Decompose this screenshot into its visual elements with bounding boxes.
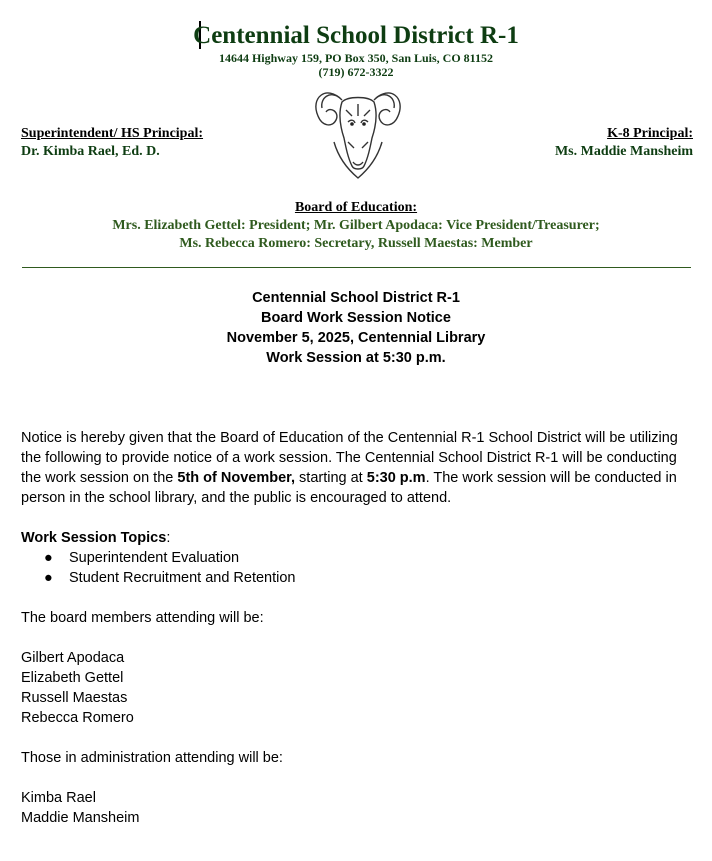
- notice-line-1: Centennial School District R-1: [252, 290, 460, 306]
- notice-heading: [0, 288, 712, 368]
- admin-intro: Those in administration attending will be:: [21, 750, 283, 766]
- ram-mascot-icon: [312, 82, 404, 182]
- board-heading: Board of Education:: [294, 200, 418, 215]
- list-item: [21, 568, 693, 588]
- board-attending-intro: The board members attending will be:: [21, 610, 264, 626]
- superintendent-block: [21, 125, 203, 161]
- paragraph-text-c: starting at: [295, 470, 367, 486]
- paragraph-time: 5:30 p.m: [366, 470, 426, 486]
- board-line-1: Mrs. Elizabeth Gettel: President; Mr. Gilbert Apodaca: Vice President/Treasurer;: [112, 218, 600, 233]
- principal-role: K-8 Principal:: [607, 126, 693, 141]
- topic-text: Student Recruitment and Retention: [69, 570, 296, 586]
- topic-text: Superintendent Evaluation: [69, 550, 240, 566]
- topics-heading: [21, 528, 693, 548]
- district-phone: (719) 672-3322: [318, 65, 394, 79]
- principal-block: [555, 125, 693, 161]
- superintendent-name: Dr. Kimba Rael, Ed. D.: [21, 144, 160, 159]
- topics-label: Work Session Topics: [21, 530, 167, 546]
- ram-mascot-logo: [312, 82, 404, 182]
- board-block: [0, 199, 712, 253]
- board-member: Gilbert Apodaca: [21, 650, 125, 666]
- bullet-icon: ●: [44, 570, 53, 586]
- bullet-icon: ●: [44, 550, 53, 566]
- district-address: 14644 Highway 159, PO Box 350, San Luis, CO 81152: [218, 51, 494, 65]
- divider-line: [22, 267, 691, 268]
- principal-name: Ms. Maddie Mansheim: [554, 144, 693, 159]
- board-member: Elizabeth Gettel: [21, 670, 124, 686]
- paragraph-date: 5th of November,: [177, 470, 296, 486]
- notice-line-4: Work Session at 5:30 p.m.: [266, 350, 446, 366]
- topics-colon: :: [166, 530, 171, 546]
- admin-member: Kimba Rael: [21, 790, 96, 806]
- board-line-2: Ms. Rebecca Romero: Secretary, Russell Maestas: Member: [179, 236, 533, 251]
- notice-body: [21, 428, 693, 828]
- notice-paragraph: [21, 428, 693, 508]
- topics-list: [21, 548, 693, 588]
- list-item: [21, 548, 693, 568]
- paragraph-text-a: Notice is hereby given that the Board of Education of the Centennial R-1 School District will be utilizing the following to provide notice of a work session. The Centennial School District R-1 will be conducting the work session on the: [21, 430, 678, 486]
- admin-member: Maddie Mansheim: [21, 810, 140, 826]
- notice-line-3: November 5, 2025, Centennial Library: [226, 330, 486, 346]
- notice-line-2: Board Work Session Notice: [261, 310, 451, 326]
- board-member: Russell Maestas: [21, 690, 128, 706]
- superintendent-role: Superintendent/ HS Principal:: [21, 126, 204, 141]
- district-title: Centennial School District R-1: [193, 22, 519, 49]
- board-member: Rebecca Romero: [21, 710, 134, 726]
- paragraph-text-e: . The work session will be conducted in person in the school library, and the public is encouraged to attend.: [21, 470, 677, 506]
